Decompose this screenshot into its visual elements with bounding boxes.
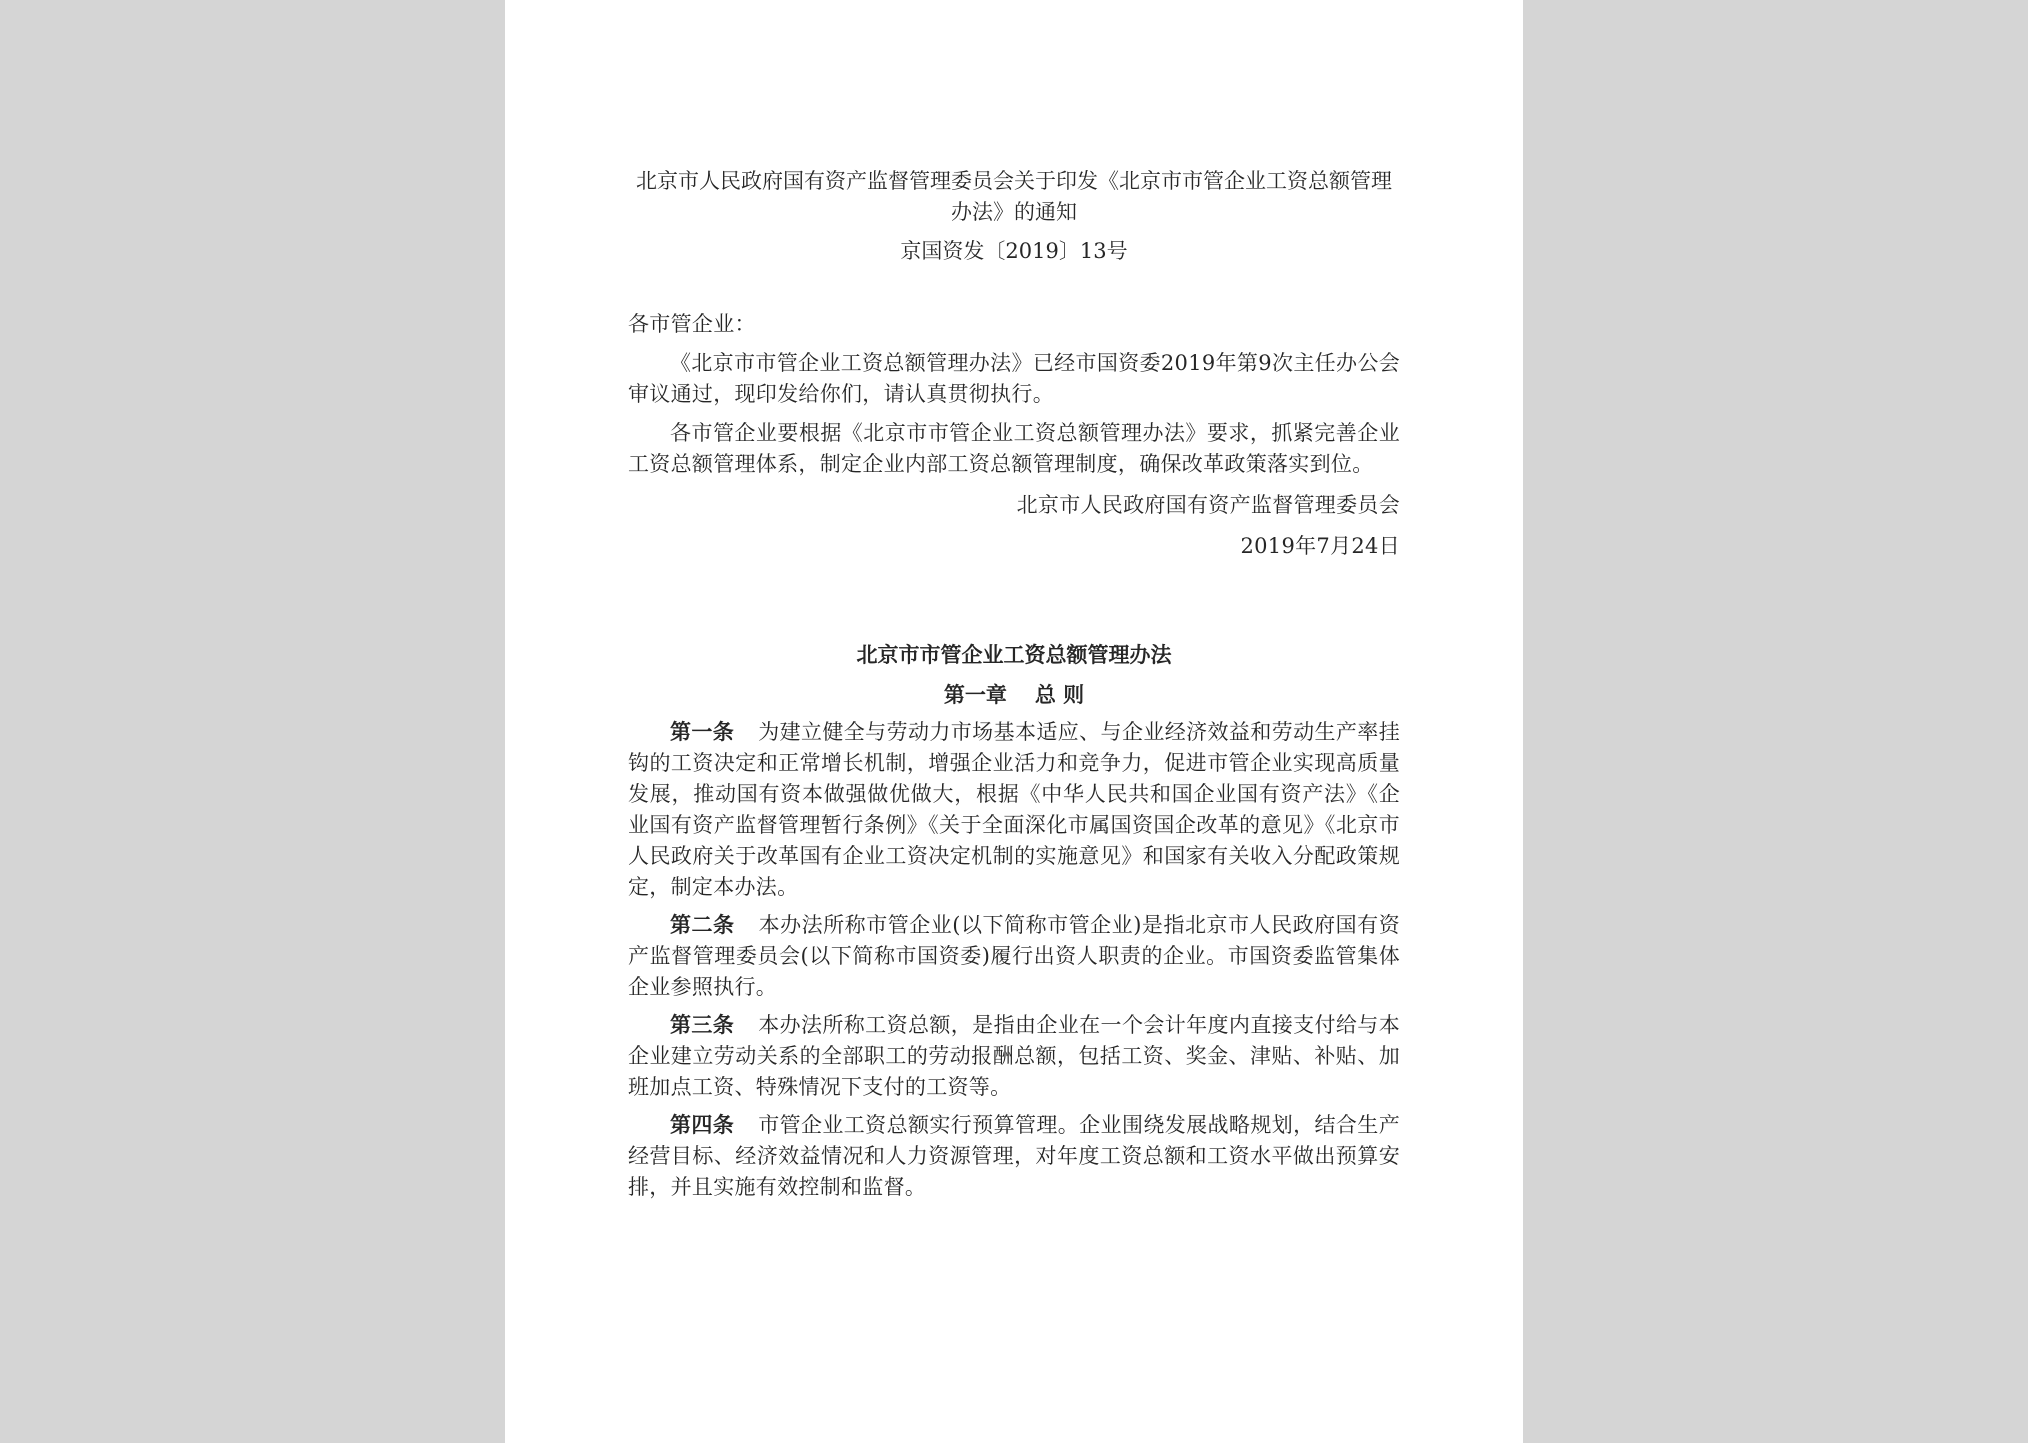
article	[628, 1109, 1400, 1203]
article-number: 第一条	[670, 719, 735, 744]
article-number: 第三条	[670, 1012, 735, 1037]
signature-organization: 北京市人民政府国有资产监督管理委员会	[1016, 493, 1400, 517]
article	[628, 909, 1400, 1003]
document-page	[505, 0, 1523, 1443]
document-content	[628, 166, 1400, 1203]
chapter-heading	[628, 679, 1400, 710]
notice-paragraph: 各市管企业要根据《北京市市管企业工资总额管理办法》要求，抓紧完善企业工资总额管理体系，制定企业内部工资总额管理制度，确保改革政策落实到位。	[628, 421, 1400, 476]
article-number: 第四条	[670, 1112, 735, 1137]
article-text: 本办法所称工资总额，是指由企业在一个会计年度内直接支付给与本企业建立劳动关系的全部职工的劳动报酬总额，包括工资、奖金、津贴、补贴、加班加点工资、特殊情况下支付的工资等。	[628, 1013, 1401, 1099]
notice-paragraph: 《北京市市管企业工资总额管理办法》已经市国资委2019年第9次主任办公会审议通过，现印发给你们，请认真贯彻执行。	[628, 351, 1400, 406]
chapter-number: 第一章	[943, 682, 1007, 707]
measures-title: 北京市市管企业工资总额管理办法	[856, 642, 1172, 667]
article-text: 为建立健全与劳动力市场基本适应、与企业经济效益和劳动生产率挂钩的工资决定和正常增长机制，增强企业活力和竞争力，促进市管企业实现高质量发展，推动国有资本做强做优做大，根据《中华人民共和国企业国有资产法》《企业国有资产监督管理暂行条例》《关于全面深化市属国资国企改革的意见》《北京市人民政府关于改革国有企业工资决定机制的实施意见》和国家有关收入分配政策规定，制定本办法。	[628, 720, 1401, 899]
chapter-name: 总 则	[1034, 682, 1085, 707]
notice-title: 北京市人民政府国有资产监督管理委员会关于印发《北京市市管企业工资总额管理办法》的通知	[636, 169, 1392, 224]
article	[628, 716, 1400, 903]
article	[628, 1009, 1400, 1103]
article-number: 第二条	[670, 912, 735, 937]
article-text: 市管企业工资总额实行预算管理。企业围绕发展战略规划，结合生产经营目标、经济效益情况和人力资源管理，对年度工资总额和工资水平做出预算安排，并且实施有效控制和监督。	[628, 1113, 1401, 1199]
article-text: 本办法所称市管企业(以下简称市管企业)是指北京市人民政府国有资产监督管理委员会(以下简称市国资委)履行出资人职责的企业。市国资委监管集体企业参照执行。	[628, 913, 1400, 999]
document-number: 京国资发〔2019〕13号	[900, 239, 1128, 263]
addressee: 各市管企业：	[628, 312, 756, 336]
signature-date: 2019年7月24日	[1240, 534, 1400, 558]
